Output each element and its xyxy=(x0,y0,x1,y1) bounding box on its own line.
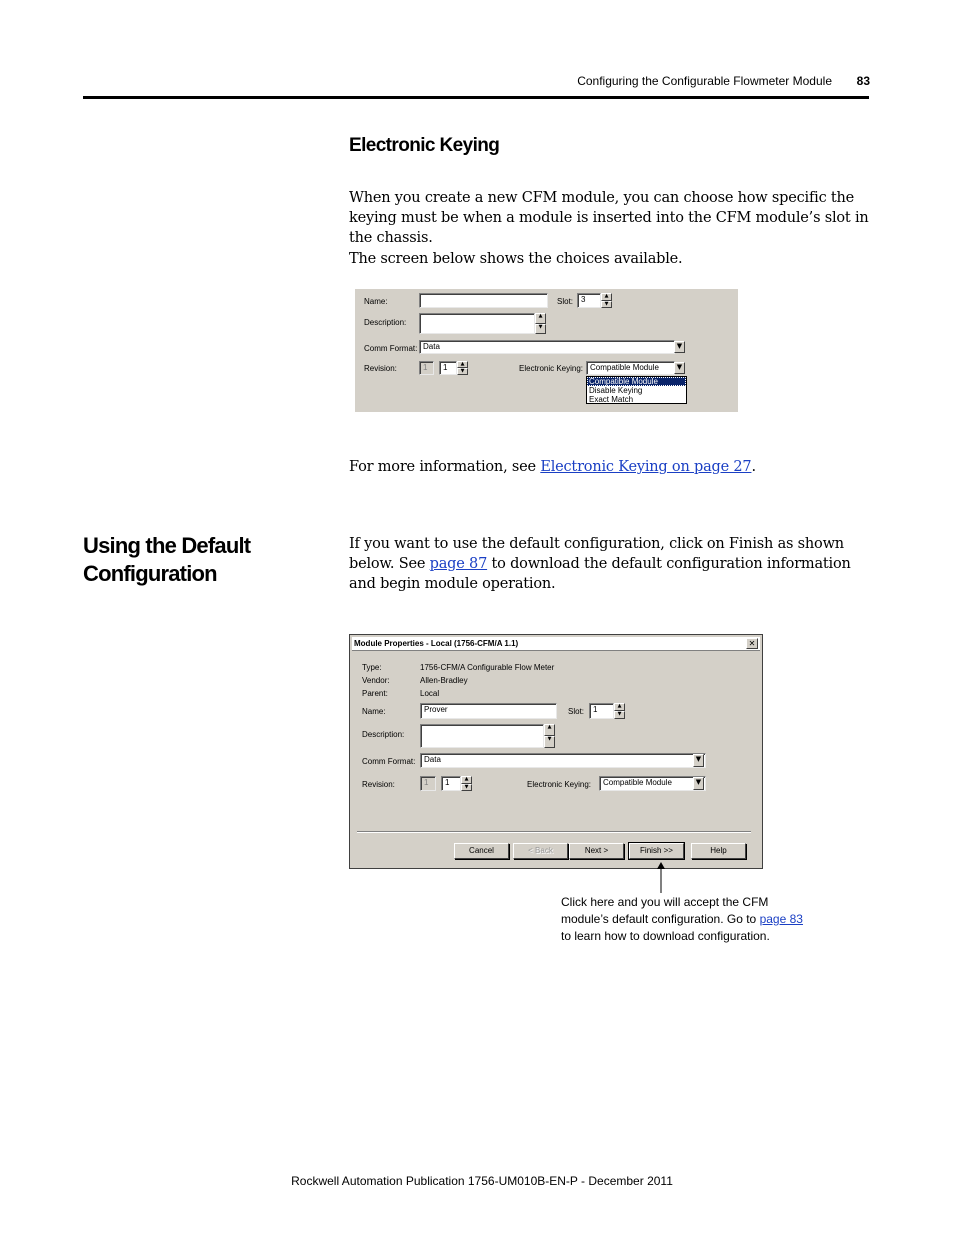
description-label: Description: xyxy=(362,730,405,739)
slot-spinner[interactable] xyxy=(614,703,625,719)
vendor-value: Allen-Bradley xyxy=(420,676,468,685)
callout-arrow xyxy=(654,862,668,894)
spin-up-icon[interactable]: ▲ xyxy=(614,703,625,711)
comm-format-label: Comm Format: xyxy=(364,344,418,353)
link-electronic-keying[interactable]: Electronic Keying on page 27 xyxy=(540,459,752,475)
spin-down-icon[interactable]: ▼ xyxy=(601,301,612,309)
callout-line-1: Click here and you will accept the CFM xyxy=(561,895,769,909)
revision-major-input: 1 xyxy=(419,361,434,375)
electronic-keying-select[interactable]: Compatible Module xyxy=(586,361,675,375)
comm-format-select[interactable]: Data xyxy=(419,340,675,354)
callout-line-3: to learn how to download configuration. xyxy=(561,929,770,943)
spin-down-icon[interactable]: ▼ xyxy=(461,784,472,792)
spin-up-icon[interactable]: ▲ xyxy=(461,776,472,784)
chevron-down-icon[interactable]: ▼ xyxy=(693,777,704,790)
header-rule xyxy=(83,96,869,99)
dialog-title: Module Properties - Local (1756-CFM/A 1.1) xyxy=(354,639,519,648)
name-label: Name: xyxy=(364,297,388,306)
section-heading-default-configuration xyxy=(83,532,303,588)
description-input[interactable] xyxy=(419,313,535,334)
electronic-keying-select[interactable]: Compatible Module xyxy=(599,776,706,791)
cancel-button[interactable]: Cancel xyxy=(454,843,509,859)
keying-screenshot xyxy=(355,289,738,412)
spin-down-icon[interactable]: ▼ xyxy=(614,711,625,719)
spin-up-icon[interactable]: ▲ xyxy=(601,293,612,301)
comm-format-label: Comm Format: xyxy=(362,757,416,766)
heading-line-1: Using the Default xyxy=(83,533,251,558)
parent-value: Local xyxy=(420,689,440,698)
revision-spinner[interactable] xyxy=(461,776,472,791)
callout-line-2-text: module’s default configuration. Go to xyxy=(561,912,760,926)
link-page-83[interactable]: page 83 xyxy=(759,912,803,926)
revision-label: Revision: xyxy=(364,364,397,373)
title-bar xyxy=(352,637,760,651)
slot-label: Slot: xyxy=(557,297,574,306)
description-input[interactable] xyxy=(420,724,544,748)
spin-up-icon[interactable]: ▲ xyxy=(457,361,468,368)
paragraph-more-info xyxy=(349,457,871,477)
description-scrollbar[interactable] xyxy=(535,313,546,334)
dropdown-option-disable-keying[interactable]: Disable Keying xyxy=(589,386,643,395)
button-separator xyxy=(357,831,751,833)
electronic-keying-label: Electronic Keying: xyxy=(527,780,592,789)
link-page-87[interactable]: page 87 xyxy=(429,556,488,572)
slot-input[interactable]: 3 xyxy=(577,293,601,308)
description-label: Description: xyxy=(364,318,407,327)
callout-line-2 xyxy=(561,911,821,928)
slot-input[interactable]: 1 xyxy=(589,703,614,719)
paragraph-keying-intro: When you create a new CFM module, you can choose how specific the keying must be when a module is inserted into the CFM module’s slot in the chassis. xyxy=(349,190,869,246)
revision-minor-input[interactable]: 1 xyxy=(439,361,457,375)
module-properties-dialog xyxy=(349,634,763,869)
heading-line-2: Configuration xyxy=(83,561,217,586)
scroll-up-icon[interactable]: ▲ xyxy=(544,724,555,736)
revision-minor-input[interactable]: 1 xyxy=(441,776,461,791)
paragraph-choices: The screen below shows the choices available. xyxy=(349,251,683,267)
arrow-head-icon xyxy=(657,862,665,869)
revision-label: Revision: xyxy=(362,780,395,789)
page-number: 83 xyxy=(856,74,870,88)
footer-publication: Rockwell Automation Publication 1756-UM010B-EN-P - December 2011 xyxy=(291,1174,673,1188)
keying-dropdown-list xyxy=(586,376,687,404)
dropdown-option-compatible-module[interactable]: Compatible Module xyxy=(587,377,686,386)
help-button[interactable]: Help xyxy=(691,843,746,859)
name-input[interactable]: Prover xyxy=(420,703,557,719)
type-value: 1756-CFM/A Configurable Flow Meter xyxy=(420,663,555,672)
scroll-up-icon[interactable]: ▲ xyxy=(535,313,546,324)
name-label: Name: xyxy=(362,707,386,716)
default-config-text-2: to download the default configuration information and begin module operation. xyxy=(349,556,851,592)
revision-major-input: 1 xyxy=(420,776,436,791)
section-heading-electronic-keying: Electronic Keying xyxy=(349,135,500,156)
scroll-down-icon[interactable]: ▼ xyxy=(535,324,546,335)
electronic-keying-label: Electronic Keying: xyxy=(519,364,584,373)
vendor-label: Vendor: xyxy=(362,676,390,685)
chevron-down-icon[interactable]: ▼ xyxy=(674,341,685,353)
name-input[interactable] xyxy=(419,293,548,308)
spin-down-icon[interactable]: ▼ xyxy=(457,368,468,375)
slot-label: Slot: xyxy=(568,707,585,716)
close-icon[interactable]: ✕ xyxy=(746,638,758,649)
revision-spinner[interactable] xyxy=(457,361,468,375)
callout-text xyxy=(561,894,821,945)
chevron-down-icon[interactable]: ▼ xyxy=(674,362,685,374)
scroll-down-icon[interactable]: ▼ xyxy=(544,736,555,748)
next-button[interactable]: Next > xyxy=(569,843,624,859)
type-label: Type: xyxy=(362,663,382,672)
description-scrollbar[interactable] xyxy=(544,724,555,748)
more-info-period: . xyxy=(751,459,756,475)
finish-button[interactable]: Finish >> xyxy=(629,843,684,859)
dropdown-option-exact-match[interactable]: Exact Match xyxy=(589,395,634,404)
back-button: < Back xyxy=(513,843,568,859)
chevron-down-icon[interactable]: ▼ xyxy=(693,754,704,767)
more-info-text: For more information, see xyxy=(349,459,541,475)
comm-format-select[interactable]: Data xyxy=(420,753,706,768)
parent-label: Parent: xyxy=(362,689,388,698)
running-header-title: Configuring the Configurable Flowmeter Module xyxy=(577,74,832,88)
slot-spinner[interactable] xyxy=(601,293,612,308)
paragraph-default-configuration xyxy=(349,534,871,594)
default-config-text-1: If you want to use the default configuration, click on Finish as shown below. See xyxy=(349,536,844,572)
